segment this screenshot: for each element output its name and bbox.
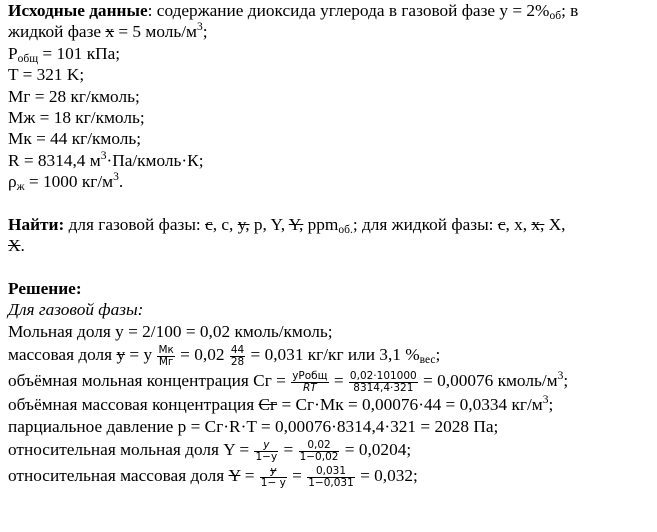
document-page: [8, 0, 648, 489]
partial-pressure-line: парциальное давление p = Cг·R·T = 0,00076·8314,4·321 = 2028 Па;: [8, 416, 499, 436]
fraction-mk-mg: $\frac{Mк}{Mг}$: [158, 343, 174, 368]
given-heading: Исходные данные: [8, 1, 148, 20]
given-density: $\rho_ж = 1000$ $кг/м^3$.: [8, 171, 124, 194]
molar-fraction-line: Мольная доля y = 2/100 = 0,02 кмоль/кмоль;: [8, 321, 333, 341]
fraction-44-28: $\frac{44}{28}$: [230, 345, 245, 368]
volume-mass-concentration-line: объёмная массовая концентрация Cг = Cг·Mк = 0,00076·44 = 0,0334 $кг/м^3$;: [8, 394, 554, 415]
fraction-numeric-concentration: $\frac{0,02\cdot 101000}{8314,4\cdot 321}$: [349, 369, 417, 394]
find-heading: Найти:: [8, 214, 65, 234]
given-mg: Mг = 28 кг/кмоль;: [8, 86, 140, 106]
gas-phase-heading: Для газовой фазы:: [8, 300, 144, 320]
given-gas-constant: R = 8314,4 $м^3\cdot Па/кмоль\cdot К$;: [8, 149, 204, 170]
fraction-numeric-relative-molar: $\frac{0,02}{1-0,02}$: [299, 438, 339, 463]
fraction-yp-rt: $\frac{\text{yPобщ}}{RT}$: [292, 369, 328, 394]
find-line-2: X.: [8, 236, 25, 256]
volume-molar-concentration-line: объёмная мольная концентрация Cг = $\frac{\text{yPобщ}}{RT}$ = $\frac{0,02\cdot 101000}{8314,4\cdot 321}$ = 0,00076 кмоль/$м^3$;: [8, 369, 569, 394]
relative-mass-fraction-line: относительная массовая доля Y = $\frac{y}{1- y}$ = $\frac{0,031}{1-0,031}$ = 0,032;: [8, 464, 418, 489]
given-line-2: жидкой фазе x = 5 моль/$м^3$;: [8, 21, 208, 42]
given-mzh: Mж = 18 кг/кмоль;: [8, 107, 145, 127]
given-line-1: Исходные данные: содержание диоксида углерода в газовой фазе $y = 2\%_{об}$; в: [8, 1, 579, 22]
fraction-numeric-relative-mass: $\frac{0,031}{1-0,031}$: [308, 464, 354, 489]
relative-molar-fraction-line: относительная мольная доля Y = $\frac{y}{1-y}$ = $\frac{0,02}{1-0,02}$ = 0,0204;: [8, 438, 412, 463]
solution-heading: Решение:: [8, 279, 82, 299]
given-temperature: T = 321 K;: [8, 65, 85, 85]
fraction-y-1-y: $\frac{y}{1-y}$: [255, 438, 278, 463]
given-mk: Mк = 44 кг/кмоль;: [8, 129, 142, 149]
find-line-1: Найти: для газовой фазы: c, c, y, p, Y, Y, ppm$_{об.}$; для жидкой фазы: c, x, x, X,: [8, 214, 566, 236]
fraction-ybar-1-ybar: $\frac{y}{1- y}$: [260, 464, 286, 489]
mass-fraction-line: массовая доля y = y $\frac{Mк}{Mг}$ = 0,02 $\frac{44}{28}$ = 0,031 кг/кг или 3,1 $\%_{вес}$;: [8, 343, 441, 368]
given-pressure: $P_{общ} = 101$ кПа;: [8, 43, 121, 65]
